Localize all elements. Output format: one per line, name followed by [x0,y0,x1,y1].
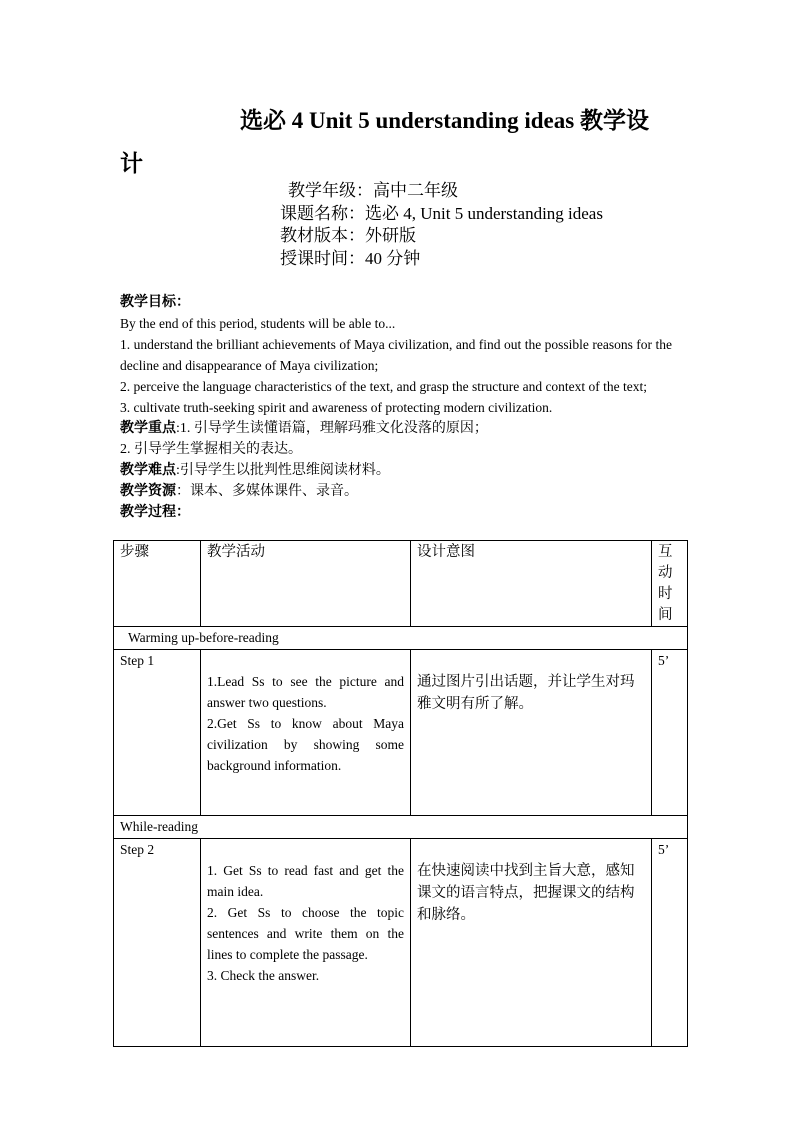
meta-grade: 教学年级：高中二年级 [288,181,458,200]
difficulty-text: :引导学生以批判性思维阅读材料。 [176,463,390,478]
step-cell: Step 1 [114,650,201,816]
objective-item-1: 1. understand the brilliant achievements of Maya civilization, and find out the possible reasons for the decline and disappearance of Maya civilization; [120,337,672,373]
step-cell: Step 2 [114,839,201,1047]
header-intent: 设计意图 [411,541,652,627]
document-title-continued: 计 [120,151,143,176]
section-label-warming: Warming up-before-reading [114,627,688,650]
activity-item: 1.Lead Ss to see the picture and answer two questions. [207,674,404,710]
resources-label: 教学资源 [120,484,176,499]
objective-item-2: 2. perceive the language characteristics of the text, and grasp the structure and context of the text; [120,379,648,394]
intent-cell: 在快速阅读中找到主旨大意，感知课文的语言特点，把握课文的结构和脉络。 [411,839,652,1047]
activity-item: 2.Get Ss to know about Maya civilization by showing some background information. [207,716,404,773]
time-cell: 5’ [652,839,688,1047]
table-header-row [114,541,688,627]
key-points-label: 教学重点 [120,421,176,436]
meta-topic: 课题名称：选必 4, Unit 5 understanding ideas [280,203,603,223]
objective-item-3: 3. cultivate truth-seeking spirit and awareness of protecting modern civilization. [120,400,553,415]
document-title: 选必 4 Unit 5 understanding ideas 教学设 [240,108,649,133]
process-heading: 教学过程： [120,505,190,520]
resources-text: ：课本、多媒体课件、录音。 [176,484,358,499]
key-points [120,418,672,439]
meta-edition: 教材版本：外研版 [280,226,416,245]
key-points-text-1: :1. 引导学生读懂语篇，理解玛雅文化没落的原因； [176,421,488,436]
section-row-warming [114,627,688,650]
header-step: 步骤 [114,541,201,627]
activity-cell [201,839,411,1047]
process-table [113,540,688,1047]
meta-duration: 授课时间：40 分钟 [280,248,421,268]
activity-item: 2. Get Ss to choose the topic sentences and write them on the lines to complete the passage. [207,905,404,962]
time-cell: 5’ [652,650,688,816]
activity-item: 1. Get Ss to read fast and get the main idea. [207,863,404,899]
key-section [120,418,672,523]
difficulty [120,460,672,481]
table-row [114,650,688,816]
header-time-cell [652,541,688,627]
section-row-while-reading [114,816,688,839]
activity-cell [201,650,411,816]
lesson-meta [280,180,603,270]
difficulty-label: 教学难点 [120,463,176,478]
header-time: 互动时间 [658,544,673,623]
objectives-heading: 教学目标： [120,295,190,310]
intent-cell: 通过图片引出话题，并让学生对玛雅文明有所了解。 [411,650,652,816]
lesson-body [120,292,672,523]
resources [120,481,672,502]
section-label-while-reading: While-reading [114,816,688,839]
key-points-text-2: 2. 引导学生掌握相关的表达。 [120,442,302,457]
activity-item: 3. Check the answer. [207,968,320,983]
header-activity: 教学活动 [201,541,411,627]
objectives-intro: By the end of this period, students will be able to... [120,316,396,331]
table-row [114,839,688,1047]
